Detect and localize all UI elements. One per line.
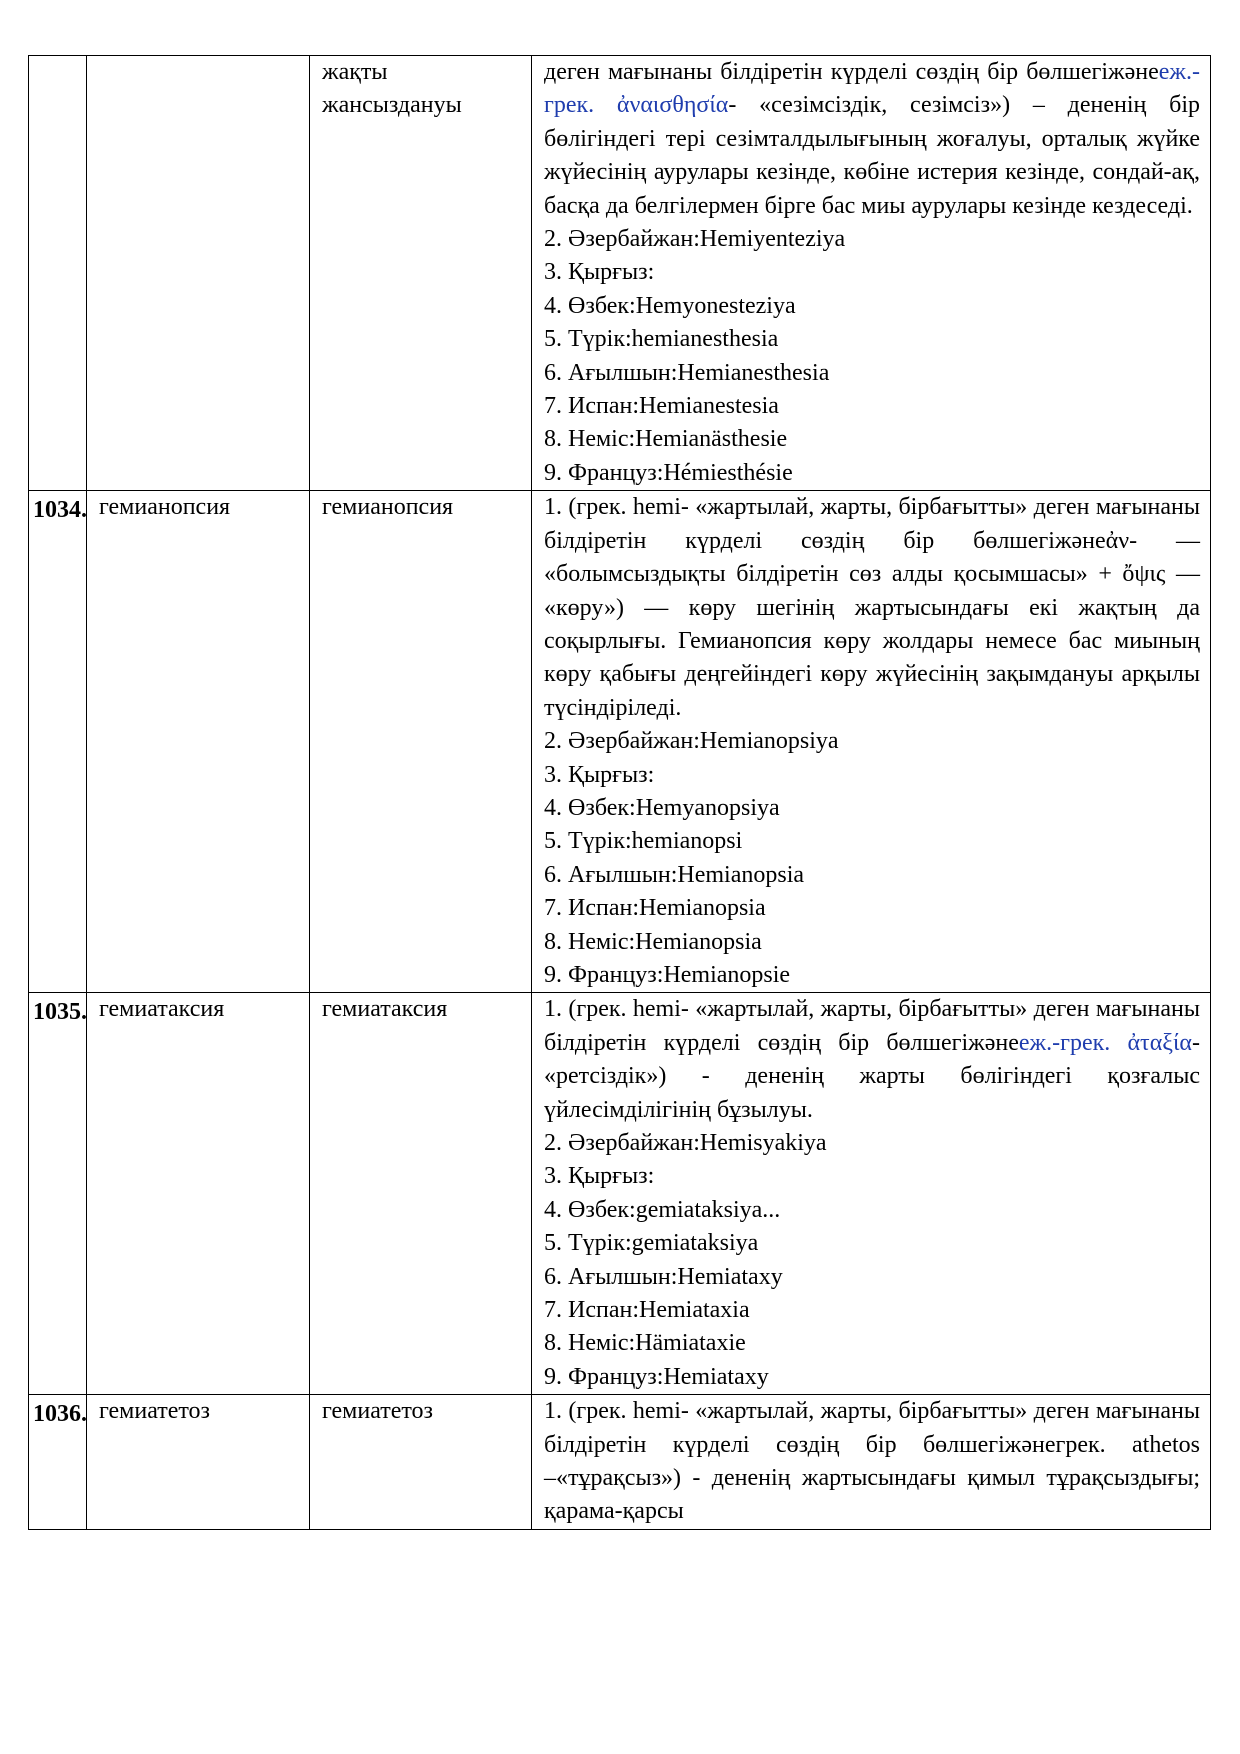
definition-text: 1. (грек. hemi- «жартылай, жарты, бірбағытты» деген мағынаны білдіретін күрделі сөздің бір бөлшегіжәнееж.-грек. ἀταξία- «ретсіздік») - дененің жарты бөлігіндегі қозғалыс үйлесімділігінің бұзылуы. <box>544 996 1200 1123</box>
translation-line: 4. Өзбек:Hemyanopsiya <box>544 794 780 821</box>
definition-cell <box>532 993 1211 1395</box>
definition-text: 1. (грек. hemi- «жартылай, жарты, бірбағытты» деген мағынаны білдіретін күрделі сөздің бір бөлшегіжәнеἀν- — «болымсыздықты білдіретін сөз алды қосымшасы» + ὄψις — «көру») — көру шегінің жартысындағы екі жақтың да соқырлығы. Гемианопсия көру жолдары немесе бас миының көру қабығы деңгейіндегі көру жүйесінің зақымдануы арқылы түсіндіріледі. <box>544 494 1200 721</box>
translation-line: 7. Испан:Hemiataxia <box>544 1297 750 1324</box>
translation-line: 9. Француз:Hemianopsie <box>544 961 791 988</box>
term-kazakh: гемиатаксия <box>87 993 310 1395</box>
translation-line: 8. Неміс:Hemianopsia <box>544 928 762 955</box>
translation-line: 4. Өзбек:Hemyonesteziya <box>544 292 796 319</box>
translation-line: 3. Қырғыз: <box>544 1163 655 1190</box>
term-russian: гемиатаксия <box>310 993 532 1395</box>
dictionary-table <box>28 55 1211 1530</box>
translation-line: 7. Испан:Hemianestesia <box>544 393 779 420</box>
translation-line: 2. Әзербайжан:Hemisyakiya <box>544 1130 827 1156</box>
term-kazakh: гемиатетоз <box>87 1395 310 1530</box>
entry-number <box>29 56 87 491</box>
definition-cell <box>532 1395 1211 1530</box>
translation-line: 5. Түрік:gemiataksiya <box>544 1230 759 1257</box>
translation-line: 3. Қырғыз: <box>544 259 655 286</box>
translation-line: 5. Түрік:hemianesthesia <box>544 326 779 353</box>
translation-line: 5. Түрік:hemianopsi <box>544 828 743 855</box>
term-russian: гемианопсия <box>310 491 532 993</box>
definition-cell <box>532 56 1211 491</box>
entry-number: 1034. <box>29 491 87 993</box>
table-row <box>29 56 1211 491</box>
translation-line: 6. Ағылшын:Hemiataxy <box>544 1263 783 1290</box>
translation-line: 2. Әзербайжан:Hemiyenteziya <box>544 226 846 253</box>
dictionary-table-body <box>29 56 1211 1530</box>
translation-line: 2. Әзербайжан:Hemianopsiya <box>544 728 839 755</box>
table-row <box>29 491 1211 993</box>
definition-cell <box>532 491 1211 993</box>
translation-line: 8. Неміс:Hemianästhesie <box>544 426 788 453</box>
table-row <box>29 1395 1211 1530</box>
translation-line: 9. Француз:Hémiesthésie <box>544 459 793 486</box>
term-russian: гемиатетоз <box>310 1395 532 1530</box>
translation-line: 6. Ағылшын:Hemianesthesia <box>544 359 830 386</box>
translation-line: 6. Ағылшын:Hemianopsia <box>544 861 805 888</box>
translation-line: 7. Испан:Hemianopsia <box>544 895 766 922</box>
definition-text: 1. (грек. hemi- «жартылай, жарты, бірбағытты» деген мағынаны білдіретін күрделі сөздің бір бөлшегіжәнегрек. athetos –«тұрақсыз») - дененің жартысындағы қимыл тұрақсыздығы; қарама-қарсы <box>544 1398 1200 1525</box>
table-row <box>29 993 1211 1395</box>
term-kazakh <box>87 56 310 491</box>
translation-line: 9. Француз:Hemiataxy <box>544 1363 769 1390</box>
term-kazakh: гемианопсия <box>87 491 310 993</box>
translation-line: 3. Қырғыз: <box>544 761 655 788</box>
term-russian: жақты жансыздануы <box>310 56 532 491</box>
definition-text: деген мағынаны білдіретін күрделі сөздің бір бөлшегіжәнееж.-грек. ἀναισθησία- «сезімсіздік, сезімсіз») – дененің бір бөлігіндегі тері сезімталдылығының жоғалуы, орталық жүйке жүйесінің аурулары кезінде, көбіне истерия кезінде, сондай-ақ, басқа да белгілермен бірге бас миы аурулары кезінде кездеседі. <box>544 59 1200 219</box>
entry-number: 1036. <box>29 1395 87 1530</box>
translation-line: 4. Өзбек:gemiataksiya... <box>544 1196 781 1223</box>
translation-line: 8. Неміс:Hämiataxie <box>544 1330 746 1357</box>
entry-number: 1035. <box>29 993 87 1395</box>
